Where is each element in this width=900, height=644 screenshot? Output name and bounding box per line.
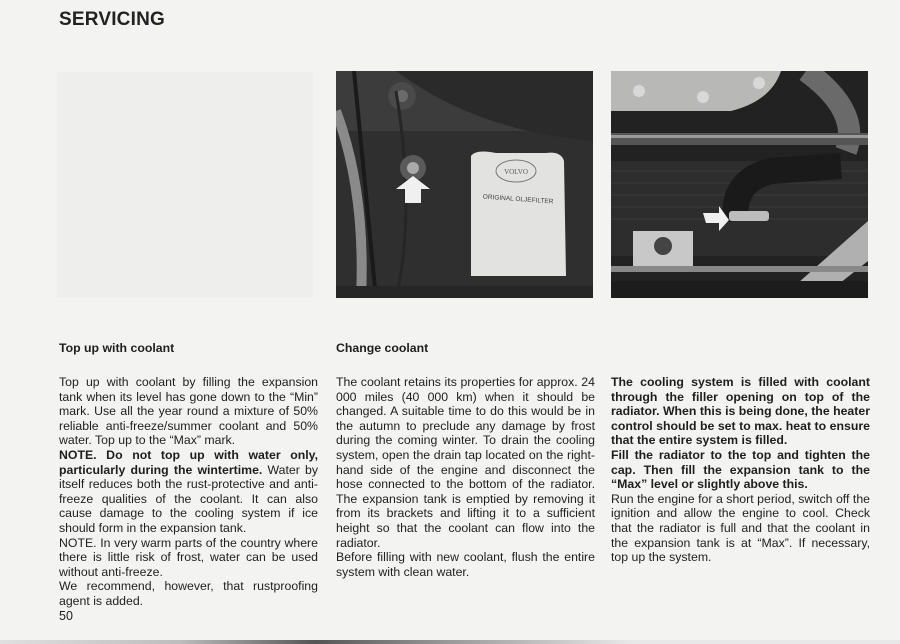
paragraph-filler-opening: The cooling system is filled with coolant through the filler opening on top of the radiator. When this is being done, the heater control should be set to max. heat to ensure that the entire system is filled. <box>611 375 870 448</box>
photo-engine-drain-tap <box>336 71 593 298</box>
paragraph-note-warm-climate: NOTE. In very warm parts of the country where there is little risk of frost, water can be used without anti-freeze. <box>59 535 318 579</box>
note-rest: Water by itself reduces both the rust-protective and anti-freeze qualities of the coolant. It can also cause damage to the cooling system if ice should form in the expansion tank. <box>59 462 318 535</box>
heading-change-coolant: Change coolant <box>336 341 429 355</box>
note-bold: NOTE. Do not top up with water only, particularly during the wintertime. <box>59 447 318 477</box>
paragraph-top-up-instructions: Top up with coolant by filling the expansion tank when its level has gone down to the “Min” mark. Use all the year round a mixture of 50% reliable anti-freeze/summer coolant and 50% water. Top up to the “Max” mark. <box>59 375 318 448</box>
paragraph-note-water-only <box>59 448 318 536</box>
page-number: 50 <box>59 609 73 623</box>
paragraph-run-engine-check: Run the engine for a short period, switch off the ignition and allow the engine to cool. Check that the radiator is full and that the coolant in the expansion tank is at “Max”. If necessary, top up the system. <box>611 491 870 565</box>
paragraph-rustproofing: We recommend, however, that rustproofing agent is added. <box>59 579 318 608</box>
section-title: SERVICING <box>59 9 165 30</box>
column-top-up <box>59 375 318 609</box>
column-change-coolant <box>336 375 595 579</box>
page-edge-shadow <box>0 640 900 644</box>
paragraph-flush-system: Before filling with new coolant, flush the entire system with clean water. <box>336 550 595 579</box>
filter-label: ORIGINAL OLJEFILTER <box>482 193 554 206</box>
faded-photo-left <box>57 72 313 298</box>
filter-brand: VOLVO <box>504 168 528 176</box>
column-fill-system <box>611 375 870 565</box>
paragraph-fill-radiator: Fill the radiator to the top and tighten the cap. Then fill the expansion tank to the “Max” level or slightly above this. <box>611 447 870 492</box>
heading-top-up-with-coolant: Top up with coolant <box>59 341 175 355</box>
photo-radiator-hose <box>611 71 868 298</box>
paragraph-drain-procedure: The coolant retains its properties for approx. 24 000 miles (40 000 km) when it should be changed. A suitable time to do this would be in the autumn to preclude any damage by frost during the coming winter. To drain the cooling system, open the drain tap located on the right-hand side of the engine and disconnect the hose connected to the bottom of the radiator. The expansion tank is emptied by removing it from its brackets and lifting it to a sufficient height so that the coolant can flow into the radiator. <box>336 375 595 550</box>
